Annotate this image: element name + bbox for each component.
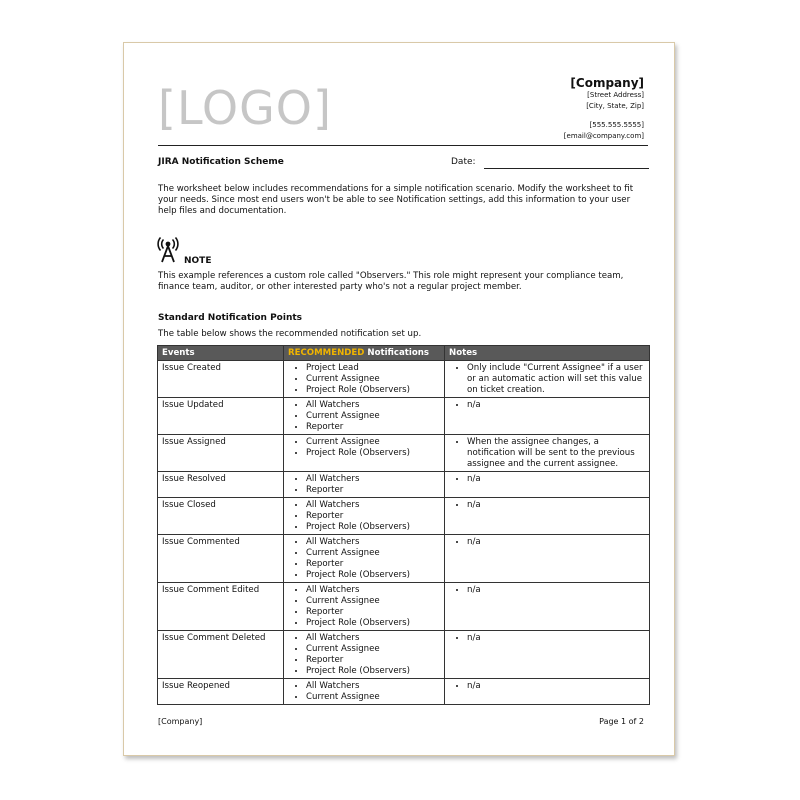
table-row: [158, 472, 650, 498]
notifications-cell: [284, 679, 445, 705]
table-row: [158, 398, 650, 435]
notification-item: • All Watchers: [306, 500, 440, 511]
notification-item: • Current Assignee: [306, 692, 440, 703]
table-row: [158, 631, 650, 679]
notifications-cell: [284, 361, 445, 398]
notification-item: • Current Assignee: [306, 548, 440, 559]
note-text: This example references a custom role called "Observers." This role might represent your compliance team, finance team, auditor, or other interested party who's not a regular project member.: [158, 271, 624, 292]
notes-cell: [445, 535, 650, 583]
note-item: • n/a: [467, 500, 645, 511]
notification-item: • Current Assignee: [306, 374, 440, 385]
company-info: [564, 76, 644, 142]
street-address: [Street Address]: [587, 91, 644, 99]
table-row: [158, 679, 650, 705]
notification-item: • Reporter: [306, 422, 440, 433]
col-notes: Notes: [445, 346, 650, 361]
notification-item: • Project Role (Observers): [306, 618, 440, 629]
notification-item: • Current Assignee: [306, 596, 440, 607]
footer-company: [Company]: [158, 717, 203, 726]
event-cell: Issue Comment Deleted: [158, 631, 284, 679]
notifications-cell: [284, 583, 445, 631]
col-events: Events: [158, 346, 284, 361]
notification-item: • All Watchers: [306, 474, 440, 485]
notification-item: • All Watchers: [306, 681, 440, 692]
note-item: • n/a: [467, 474, 645, 485]
table-body: [158, 361, 650, 705]
notifications-cell: [284, 631, 445, 679]
notification-item: • Reporter: [306, 607, 440, 618]
notification-item: • All Watchers: [306, 585, 440, 596]
notes-cell: [445, 583, 650, 631]
notes-cell: [445, 435, 650, 472]
notification-item: • Current Assignee: [306, 644, 440, 655]
col-recommended-rest: Notifications: [364, 348, 430, 358]
event-cell: Issue Created: [158, 361, 284, 398]
notes-cell: [445, 498, 650, 535]
note-item: • When the assignee changes, a notification will be sent to the previous assignee and the current assignee.: [467, 437, 645, 470]
company-name: [Company]: [570, 76, 644, 90]
notification-item: • Current Assignee: [306, 437, 440, 448]
notes-cell: [445, 679, 650, 705]
notification-item: • All Watchers: [306, 633, 440, 644]
intro-paragraph: The worksheet below includes recommendations for a simple notification scenario. Modify the worksheet to fit your needs. Since most end users won't be able to see Notification settings, add this information to your user help files and documentation.: [158, 184, 634, 216]
table-row: [158, 498, 650, 535]
notification-item: • Reporter: [306, 655, 440, 666]
notification-item: • Reporter: [306, 511, 440, 522]
notification-item: • Current Assignee: [306, 411, 440, 422]
doc-title: JIRA Notification Scheme: [158, 157, 284, 167]
antenna-icon: [157, 237, 179, 263]
section-heading: Standard Notification Points: [158, 313, 303, 323]
note-item: • n/a: [467, 681, 645, 692]
section-subtitle: The table below shows the recommended notification set up.: [158, 329, 422, 339]
note-label: NOTE: [184, 256, 212, 266]
notifications-cell: [284, 498, 445, 535]
notification-item: • Reporter: [306, 559, 440, 570]
event-cell: Issue Updated: [158, 398, 284, 435]
notification-item: • Reporter: [306, 485, 440, 496]
notification-item: • All Watchers: [306, 537, 440, 548]
logo-placeholder: [LOGO]: [158, 81, 332, 135]
event-cell: Issue Assigned: [158, 435, 284, 472]
table-row: [158, 583, 650, 631]
footer-page-number: Page 1 of 2: [599, 717, 644, 726]
notification-item: • Project Role (Observers): [306, 522, 440, 533]
email: [email@company.com]: [563, 132, 644, 140]
date-label: Date:: [451, 157, 476, 167]
notifications-cell: [284, 398, 445, 435]
event-cell: Issue Closed: [158, 498, 284, 535]
note-item: • n/a: [467, 585, 645, 596]
city-state-zip: [City, State, Zip]: [586, 102, 644, 110]
event-cell: Issue Resolved: [158, 472, 284, 498]
event-cell: Issue Comment Edited: [158, 583, 284, 631]
notifications-cell: [284, 535, 445, 583]
table-row: [158, 535, 650, 583]
note-item: • n/a: [467, 633, 645, 644]
document-page: [123, 42, 675, 756]
col-recommended-highlight: RECOMMENDED: [288, 348, 365, 358]
phone: [555.555.5555]: [589, 121, 644, 129]
header-divider: [158, 145, 648, 146]
notification-table: [157, 345, 650, 705]
table-row: [158, 361, 650, 398]
notification-item: • Project Lead: [306, 363, 440, 374]
notification-item: • Project Role (Observers): [306, 448, 440, 459]
notes-cell: [445, 631, 650, 679]
note-item: • n/a: [467, 537, 645, 548]
notes-cell: [445, 361, 650, 398]
notification-item: • Project Role (Observers): [306, 385, 440, 396]
notifications-cell: [284, 435, 445, 472]
notes-cell: [445, 472, 650, 498]
notifications-cell: [284, 472, 445, 498]
date-field-line[interactable]: [484, 168, 649, 169]
notification-item: • All Watchers: [306, 400, 440, 411]
notification-item: • Project Role (Observers): [306, 666, 440, 677]
event-cell: Issue Reopened: [158, 679, 284, 705]
note-item: • Only include "Current Assignee" if a user or an automatic action will set this value on ticket creation.: [467, 363, 645, 396]
table-header-row: [158, 346, 650, 361]
event-cell: Issue Commented: [158, 535, 284, 583]
notification-item: • Project Role (Observers): [306, 570, 440, 581]
notes-cell: [445, 398, 650, 435]
table-row: [158, 435, 650, 472]
col-recommended: [284, 346, 445, 361]
note-item: • n/a: [467, 400, 645, 411]
